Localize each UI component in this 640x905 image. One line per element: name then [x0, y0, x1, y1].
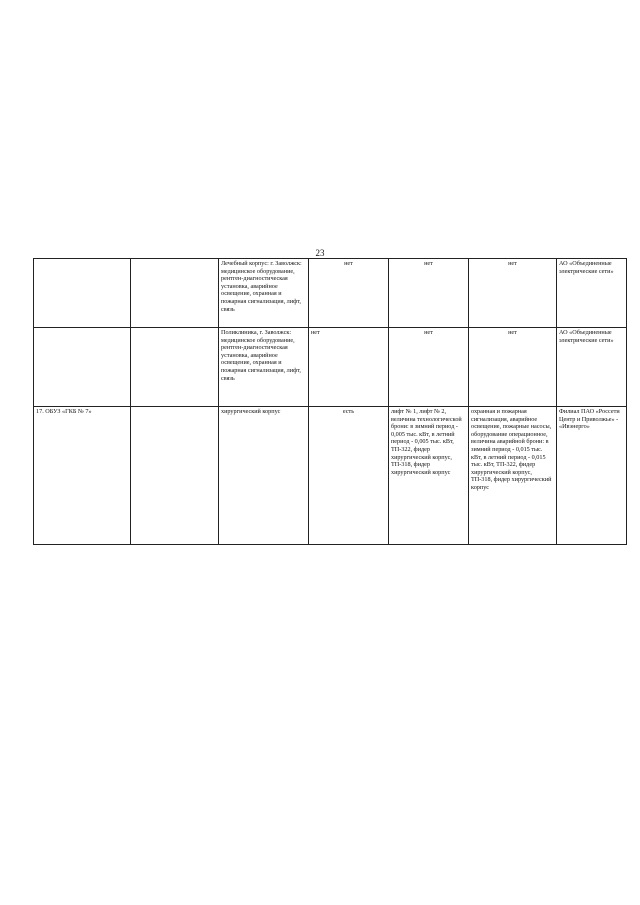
cell-number-name [34, 259, 131, 328]
table-row [34, 407, 627, 545]
cell-load-1: нет [389, 259, 469, 328]
cell-load-1: лифт № 1, лифт № 2, величина технологической брони: в зимний период - 0,005 тыс. кВт, в летний период - 0,005 тыс. кВт, ТП-322, фидер хирургический корпус, ТП-318, фидер хирургический корпус [389, 407, 469, 545]
cell-reserve: нет [309, 328, 389, 407]
cell-object: хирургический корпус [219, 407, 309, 545]
cell-col2 [131, 407, 219, 545]
cell-supplier: АО «Объединенные электрические сети» [557, 259, 627, 328]
cell-number-name [34, 328, 131, 407]
data-table [33, 258, 627, 545]
cell-supplier: АО «Объединенные электрические сети» [557, 328, 627, 407]
table-row [34, 259, 627, 328]
cell-number-name: 17. ОБУЗ «ГКБ № 7» [34, 407, 131, 545]
cell-object: Поликлиника, г. Заволжск: медицинское оборудование, рентген-диагностическая установка, аварийное освещение, охранная и пожарная сигнализация, лифт, связь [219, 328, 309, 407]
cell-col2 [131, 328, 219, 407]
cell-reserve: нет [309, 259, 389, 328]
page-number: 23 [315, 248, 325, 258]
cell-load-2: нет [469, 259, 557, 328]
cell-col2 [131, 259, 219, 328]
cell-object: Лечебный корпус: г. Заволжск: медицинское оборудование, рентген-диагностическая установка, аварийное освещение, охранная и пожарная сигнализация, лифт, связь [219, 259, 309, 328]
table-row [34, 328, 627, 407]
cell-load-2: нет [469, 328, 557, 407]
cell-load-1: нет [389, 328, 469, 407]
cell-supplier: Филиал ПАО «Россети Центр и Приволжье» - «Ивэнерго» [557, 407, 627, 545]
cell-load-2: охранная и пожарная сигнализация, аварийное освещение, пожарные насосы, оборудование операционное, величина аварийной брони: в зимний период - 0,015 тыс. кВт, в летний период - 0,015 тыс. кВт, ТП-322, фидер хирургический корпус, ТП-318, фидер хирургический корпус [469, 407, 557, 545]
cell-reserve: есть [309, 407, 389, 545]
